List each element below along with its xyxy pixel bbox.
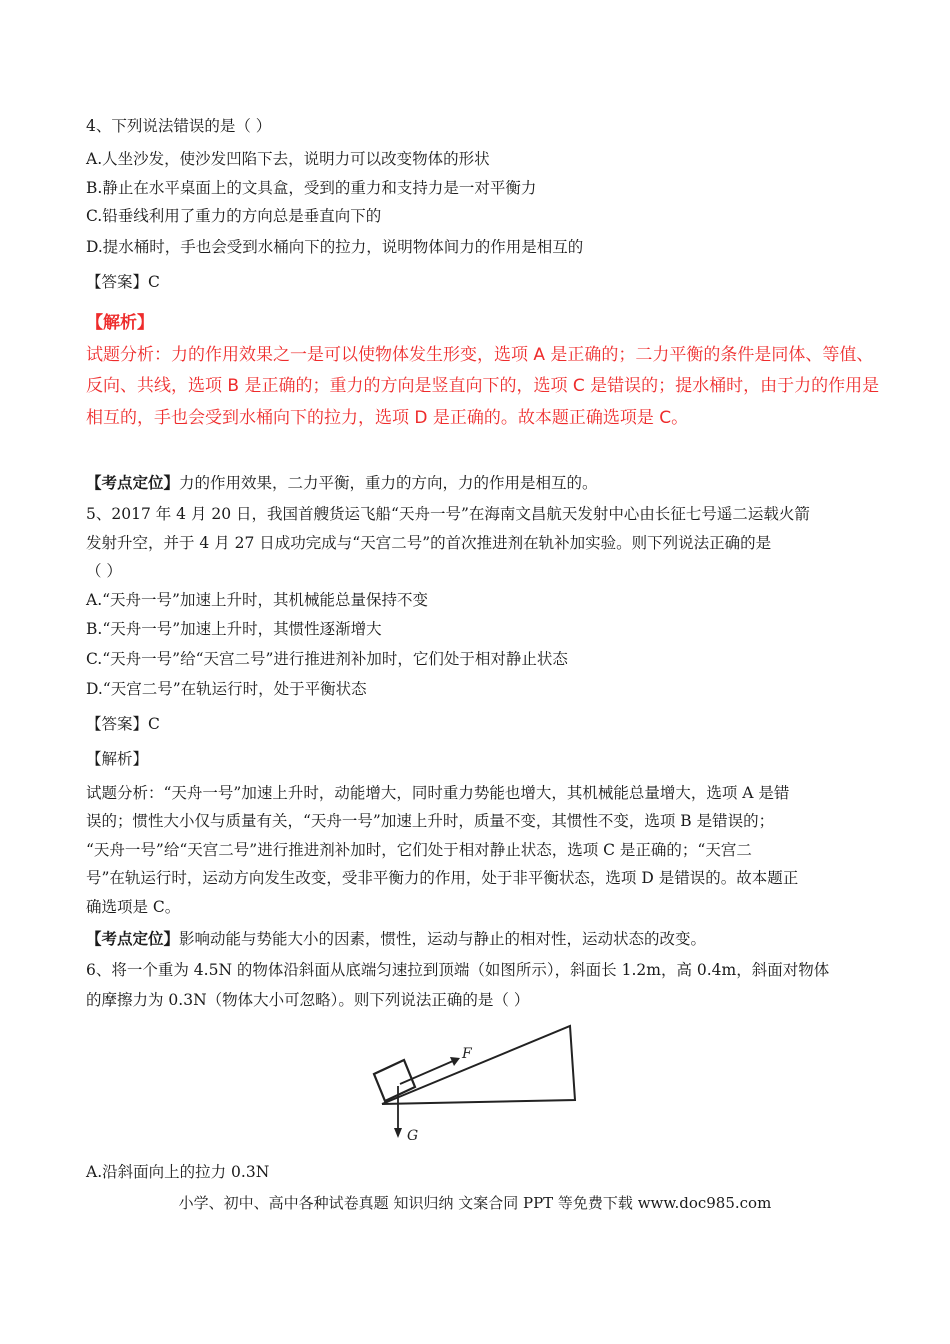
q5-analysis-line: 试题分析：“天舟一号”加速上升时，动能增大，同时重力势能也增大，其机械能总量增大，选项 A 是错 (86, 784, 790, 802)
q6-option-a: A.沿斜面向上的拉力 0.3N (86, 1163, 270, 1181)
q4-analysis-line: 试题分析：力的作用效果之一是可以使物体发生形变，选项 A 是正确的；二力平衡的条件是同体、等值、 (86, 345, 874, 365)
q5-stem-line: （ ） (86, 562, 122, 580)
q4-option-a: A.人坐沙发，使沙发凹陷下去，说明力可以改变物体的形状 (86, 150, 490, 168)
q5-analysis-line: “天舟一号”给“天宫二号”进行推进剂补加时，它们处于相对静止状态，选项 C 是正确的；“天宫二 (86, 841, 752, 859)
q4-option-b: B.静止在水平桌面上的文具盒，受到的重力和支持力是一对平衡力 (86, 179, 537, 197)
incline-slope (382, 1026, 575, 1104)
q4-stem: 4、下列说法错误的是（ ） (86, 117, 272, 135)
q5-key-point (86, 929, 706, 949)
force-label: F (462, 1046, 472, 1062)
q5-option-a: A.“天舟一号”加速上升时，其机械能总量保持不变 (86, 591, 428, 609)
q5-analysis-line: 误的；惯性大小仅与质量有关，“天舟一号”加速上升时，质量不变，其惯性不变，选项 B 是错误的； (86, 812, 775, 830)
incline-figure (360, 1018, 590, 1148)
q4-analysis-title: 【解析】 (86, 313, 154, 333)
key-point-text: 力的作用效果，二力平衡，重力的方向，力的作用是相互的。 (179, 474, 598, 492)
q4-option-c: C.铅垂线利用了重力的方向总是垂直向下的 (86, 207, 382, 225)
q5-stem-line: 5、2017 年 4 月 20 日，我国首艘货运飞船“天舟一号”在海南文昌航天发射中心由长征七号遥二运载火箭 (86, 505, 810, 523)
q5-analysis-title: 【解析】 (86, 750, 149, 768)
q6-stem-line: 6、将一个重为 4.5N 的物体沿斜面从底端匀速拉到顶端（如图所示），斜面长 1.2m，高 0.4m，斜面对物体 (86, 961, 830, 979)
q5-option-c: C.“天舟一号”给“天宫二号”进行推进剂补加时，它们处于相对静止状态 (86, 650, 568, 668)
page-footer: 小学、初中、高中各种试卷真题 知识归纳 文案合同 PPT 等免费下载 www.doc985.com (178, 1194, 772, 1212)
key-point-text: 影响动能与势能大小的因素，惯性，运动与静止的相对性，运动状态的改变。 (179, 930, 707, 948)
q6-stem-line: 的摩擦力为 0.3N（物体大小可忽略）。则下列说法正确的是（ ） (86, 991, 530, 1009)
key-point-tag: 【考点定位】 (86, 473, 180, 492)
q4-option-d: D.提水桶时，手也会受到水桶向下的拉力，说明物体间力的作用是相互的 (86, 238, 584, 256)
q4-analysis-line: 反向、共线，选项 B 是正确的；重力的方向是竖直向下的，选项 C 是错误的；提水桶时，由于力的作用是 (86, 376, 880, 396)
q5-option-b: B.“天舟一号”加速上升时，其惯性逐渐增大 (86, 620, 382, 638)
q4-answer: 【答案】C (86, 273, 160, 291)
q5-analysis-line: 确选项是 C。 (86, 898, 181, 916)
gravity-label: G (407, 1128, 419, 1144)
key-point-tag: 【考点定位】 (86, 929, 180, 948)
q5-answer: 【答案】C (86, 715, 160, 733)
q4-analysis-line: 相互的，手也会受到水桶向下的拉力，选项 D 是正确的。故本题正确选项是 C。 (86, 408, 689, 428)
q4-key-point (86, 473, 598, 493)
q5-analysis-line: 号”在轨运行时，运动方向发生改变，受非平衡力的作用，处于非平衡状态，选项 D 是错误的。故本题正 (86, 869, 799, 887)
q5-stem-line: 发射升空，并于 4 月 27 日成功完成与“天宫二号”的首次推进剂在轨补加实验。则下列说法正确的是 (86, 534, 772, 552)
q5-option-d: D.“天宫二号”在轨运行时，处于平衡状态 (86, 680, 367, 698)
gravity-arrow-head (394, 1128, 402, 1138)
